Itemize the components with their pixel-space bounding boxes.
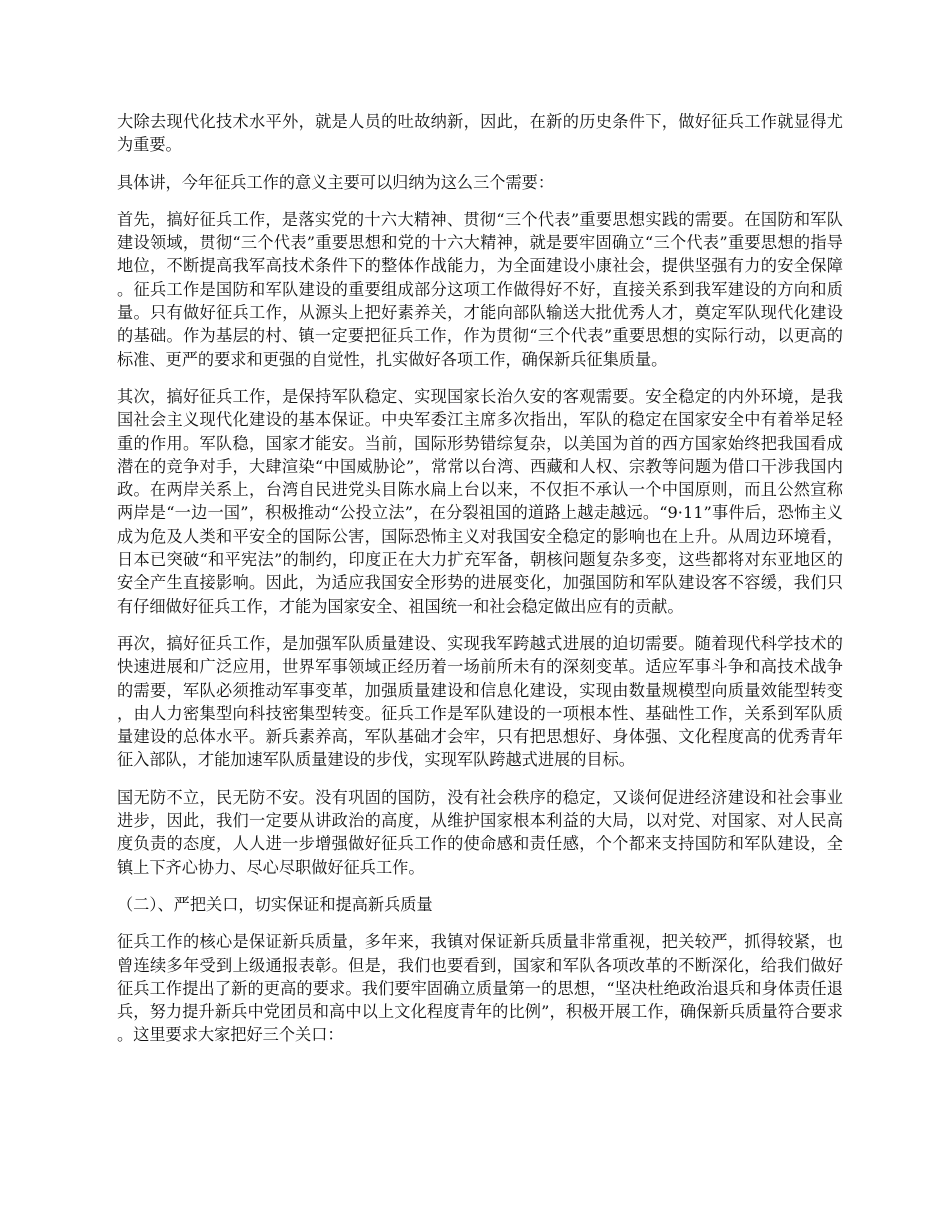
paragraph-third-need: 再次，搞好征兵工作，是加强军队质量建设、实现我军跨越式进展的迫切需要。随着现代科学技术的快速进展和广泛应用，世界军事领域正经历着一场前所未有的深刻变革。适应军事斗争和高技术战争的需要，军队必须推动军事变革，加强质量建设和信息化建设，实现由数量规模型向质量效能型转变，由人力密集型向科技密集型转变。征兵工作是军队建设的一项根本性、基础性工作，关系到军队质量建设的总体水平。新兵素养高，军队基础才会牢，只有把思想好、身体强、文化程度高的优秀青年征入部队，才能加速军队质量建设的步伐，实现军队跨越式进展的目标。: [117, 633, 843, 770]
paragraph-intro-continuation: 大除去现代化技术水平外，就是人员的吐故纳新，因此，在新的历史条件下，做好征兵工作就显得尤为重要。: [117, 112, 843, 155]
paragraph-national-defense: 国无防不立，民无防不安。没有巩固的国防，没有社会秩序的稳定，又谈何促进经济建设和社会事业进步，因此，我们一定要从讲政治的高度，从维护国家根本利益的大局，以对党、对国家、对人民高度负责的态度，人人进一步增强做好征兵工作的使命感和责任感，个个都来支持国防和军队建设，全镇上下齐心协力、尽心尽职做好征兵工作。: [117, 787, 843, 877]
paragraph-first-need: 首先，搞好征兵工作，是落实党的十六大精神、贯彻“三个代表”重要思想实践的需要。在国防和军队建设领域，贯彻“三个代表”重要思想和党的十六大精神，就是要牢固确立“三个代表”重要思想的指导地位，不断提高我军高技术条件下的整体作战能力，为全面建设小康社会，提供坚强有力的安全保障。征兵工作是国防和军队建设的重要组成部分这项工作做得好不好，直接关系到我军建设的方向和质量。只有做好征兵工作，从源头上把好素养关，才能向部队输送大批优秀人才，奠定军队现代化建设的基础。作为基层的村、镇一定要把征兵工作，作为贯彻“三个代表”重要思想的实际行动，以更高的标准、更严的要求和更强的自觉性，扎实做好各项工作，确保新兵征集质量。: [117, 209, 843, 369]
paragraph-three-needs-summary: 具体讲，今年征兵工作的意义主要可以归纳为这么三个需要：: [117, 172, 555, 192]
paragraph-second-need: 其次，搞好征兵工作，是保持军队稳定、实现国家长治久安的客观需要。安全稳定的内外环境，是我国社会主义现代化建设的基本保证。中央军委江主席多次指出，军队的稳定在国家安全中有着举足轻重的作用。军队稳，国家才能安。当前，国际形势错综复杂，以美国为首的西方国家始终把我国看成潜在的竞争对手，大肆渲染“中国威胁论”，常常以台湾、西藏和人权、宗教等问题为借口干涉我国内政。在两岸关系上，台湾自民进党头目陈水扁上台以来，不仅拒不承认一个中国原则，而且公然宣称两岸是“一边一国”，积极推动“公投立法”，在分裂祖国的道路上越走越远。“9·11”事件后，恐怖主义成为危及人类和平安全的国际公害，国际恐怖主义对我国安全稳定的影响也在上升。从周边环境看，日本已突破“和平宪法”的制约，印度正在大力扩充军备，朝核问题复杂多变，这些都将对东亚地区的安全产生直接影响。因此，为适应我国安全形势的进展变化，加强国防和军队建设客不容缓，我们只有仔细做好征兵工作，才能为国家安全、祖国统一和社会稳定做出应有的贡献。: [117, 386, 843, 616]
section-heading-quality: （二）、严把关口，切实保证和提高新兵质量: [117, 894, 433, 914]
paragraph-quality-control: 征兵工作的核心是保证新兵质量，多年来，我镇对保证新兵质量非常重视，把关较严，抓得较紧，也曾连续多年受到上级通报表彰。但是，我们也要看到，国家和军队各项改革的不断深化，给我们做好征兵工作提出了新的更高的要求。我们要牢固确立质量第一的思想，“坚决杜绝政治退兵和身体责任退兵，努力提升新兵中党团员和高中以上文化程度青年的比例”，积极开展工作，确保新兵质量符合要求。这里要求大家把好三个关口：: [117, 932, 843, 1045]
document-body: [117, 110, 843, 1047]
